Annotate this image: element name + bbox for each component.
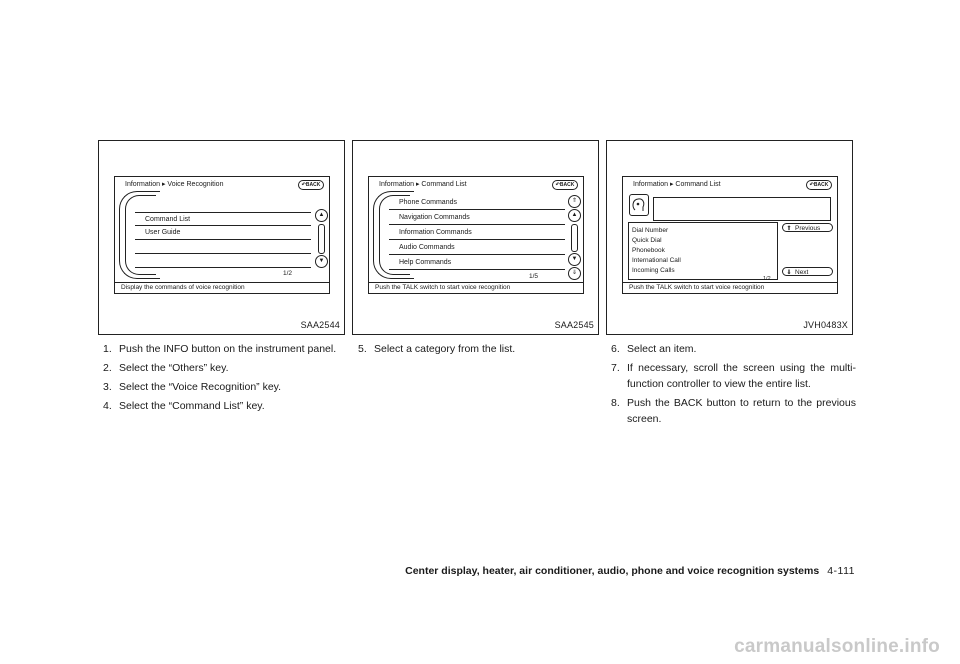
step: 4. Select the “Command List” key. — [103, 400, 265, 412]
next-arrow-icon: ⇓ — [786, 270, 792, 276]
page-up-icon[interactable]: ⇑ — [568, 195, 581, 208]
section-title: Center display, heater, air conditioner, audio, phone and voice recognition systems — [405, 565, 820, 577]
back-button[interactable]: ↶BACK — [552, 180, 578, 190]
list-item[interactable]: Incoming Calls — [632, 267, 675, 274]
step: 3. Select the “Voice Recognition” key. — [103, 381, 282, 393]
list-item[interactable]: International Call — [632, 257, 681, 264]
list-item-navigation-commands[interactable]: Navigation Commands — [389, 211, 565, 225]
figure-command-detail — [606, 140, 853, 335]
scroll-up-icon[interactable]: ▲ — [315, 209, 328, 222]
recognition-text-field — [653, 197, 831, 221]
back-arrow-icon: ↶ — [555, 182, 560, 188]
list-item[interactable]: Phonebook — [632, 247, 665, 254]
figure-code: SAA2544 — [300, 320, 340, 330]
step: 5. Select a category from the list. — [358, 343, 516, 355]
page-number: 4-111 — [827, 565, 855, 577]
instructions-column-2 — [358, 341, 603, 360]
list-item-audio-commands[interactable]: Audio Commands — [389, 241, 565, 255]
screen-title: Information ▸ Voice Recognition — [125, 181, 224, 188]
back-arrow-icon: ↶ — [809, 182, 814, 188]
page-indicator: 1/2 — [283, 270, 293, 277]
list-item-phone-commands[interactable]: Phone Commands — [389, 196, 565, 210]
list-item-empty[interactable] — [135, 240, 311, 254]
scroll-down-icon[interactable]: ▼ — [568, 253, 581, 266]
figure-voice-recognition — [98, 140, 345, 335]
previous-button[interactable]: ⇑ Previous — [782, 223, 833, 232]
previous-arrow-icon: ⇑ — [786, 226, 792, 232]
scrollbar[interactable] — [571, 224, 578, 252]
page-indicator: 1/2 — [763, 276, 771, 282]
back-button[interactable]: ↶BACK — [298, 180, 324, 190]
list-item-empty[interactable] — [135, 254, 311, 268]
list-item[interactable]: Dial Number — [632, 227, 669, 234]
page-indicator: 1/5 — [529, 273, 539, 280]
scroll-up-icon[interactable]: ▲ — [568, 209, 581, 222]
list-item-information-commands[interactable]: Information Commands — [389, 226, 565, 240]
voice-recognition-icon — [629, 194, 649, 216]
list-item-help-commands[interactable]: Help Commands — [389, 256, 565, 270]
status-bar: Display the commands of voice recognition — [115, 282, 329, 293]
next-button[interactable]: ⇓ Next — [782, 267, 833, 276]
step: 6. Select an item. — [611, 343, 697, 355]
page-footer — [360, 565, 855, 577]
screen-command-list — [368, 176, 584, 294]
step: 8. Push the BACK button to return to the previous screen. — [611, 397, 856, 425]
screen-title: Information ▸ Command List — [633, 181, 721, 188]
figure-code: JVH0483X — [803, 320, 848, 330]
scroll-down-icon[interactable]: ▼ — [315, 255, 328, 268]
watermark: carmanualsonline.info — [734, 636, 940, 657]
page-down-icon[interactable]: ⇓ — [568, 267, 581, 280]
command-list-box[interactable] — [628, 222, 778, 280]
back-arrow-icon: ↶ — [301, 182, 306, 188]
step: 2. Select the “Others” key. — [103, 362, 229, 374]
list-item-user-guide[interactable]: User Guide — [135, 226, 311, 240]
screen-title: Information ▸ Command List — [379, 181, 467, 188]
figure-code: SAA2545 — [554, 320, 594, 330]
step: 7. If necessary, scroll the screen using the multi-function controller to view the entire list. — [611, 362, 856, 390]
status-bar: Push the TALK switch to start voice recognition — [623, 282, 837, 293]
figure-command-list — [352, 140, 599, 335]
screen-command-detail — [622, 176, 838, 294]
list-item[interactable]: Quick Dial — [632, 237, 662, 244]
screen-voice-recognition — [114, 176, 330, 294]
step: 1. Push the INFO button on the instrument panel. — [103, 343, 337, 355]
back-button[interactable]: ↶BACK — [806, 180, 832, 190]
instructions-column-1 — [103, 341, 348, 417]
status-bar: Push the TALK switch to start voice recognition — [369, 282, 583, 293]
list-item-command-list[interactable]: Command List — [135, 212, 311, 226]
scrollbar[interactable] — [318, 224, 325, 254]
instructions-column-3 — [611, 341, 856, 430]
